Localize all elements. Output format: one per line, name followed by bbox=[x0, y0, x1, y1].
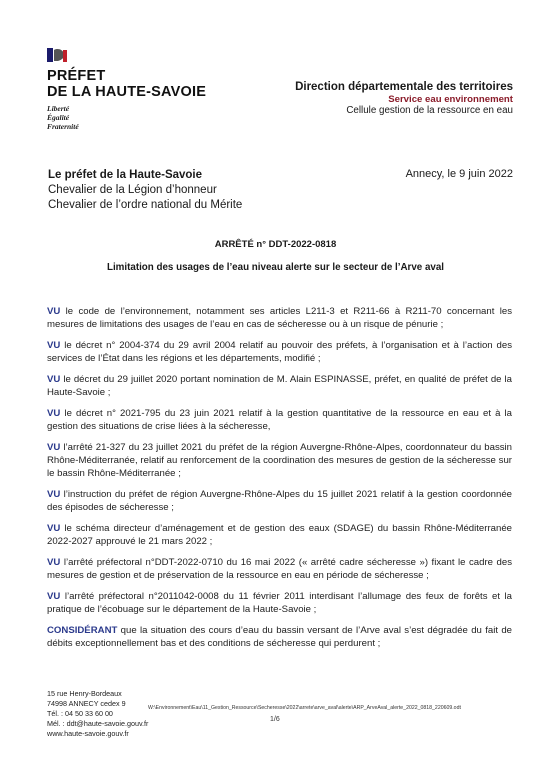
service-name: Service eau environnement bbox=[388, 93, 513, 105]
visa-keyword: VU bbox=[47, 442, 61, 453]
direction-name: Direction départementale des territoires bbox=[295, 81, 513, 93]
footer-website: www.haute-savoie.gouv.fr bbox=[47, 729, 129, 738]
arrete-number: ARRÊTÉ n° DDT-2022-0818 bbox=[214, 239, 337, 250]
signatory-honor-1: Chevalier de la Légion d’honneur bbox=[48, 184, 217, 196]
marianne-logo-icon bbox=[47, 48, 67, 62]
prefet-title bbox=[47, 68, 206, 100]
visa-text: l’arrêté 21-327 du 23 juillet 2021 du préfet de la région Auvergne-Rhône-Alpes, coordonnateur du bassin Rhône-Méditerranée, relatif au renforcement de la coordination des mesures de gestion de la sécheresse sur le bassin Rhône-Méditerranée ; bbox=[47, 442, 512, 479]
footer-tel: Tél. : 04 50 33 60 00 bbox=[47, 709, 113, 718]
visa-paragraph bbox=[47, 522, 512, 548]
visa-paragraph bbox=[47, 373, 512, 399]
considering-paragraph bbox=[47, 624, 512, 650]
signatory-block bbox=[48, 168, 242, 213]
visa-keyword: VU bbox=[47, 489, 61, 500]
signatory-honor-2: Chevalier de l’ordre national du Mérite bbox=[48, 199, 243, 211]
visa-text: le décret n° 2004-374 du 29 avril 2004 relatif au pouvoir des préfets, à l’organisation et à l’action des services de l’État dans les régions et les départements, modifié ; bbox=[47, 340, 512, 364]
motto-fraternite: Fraternité bbox=[47, 122, 79, 131]
footer-email: Mél. : ddt@haute-savoie.gouv.fr bbox=[47, 719, 149, 728]
motto-liberte: Liberté bbox=[47, 104, 70, 113]
visa-paragraph bbox=[47, 305, 512, 331]
visa-keyword: VU bbox=[47, 591, 61, 602]
prefet-line-1: PRÉFET bbox=[47, 68, 106, 84]
visa-keyword: VU bbox=[47, 523, 61, 534]
visa-paragraph bbox=[47, 339, 512, 365]
visa-text: l’arrêté préfectoral n°2011042-0008 du 11 février 2011 interdisant l’allumage des feux de forêts et la pratique de l’écobuage sur le département de la Haute-Savoie ; bbox=[47, 591, 512, 615]
visa-text: le schéma directeur d’aménagement et de gestion des eaux (SDAGE) du bassin Rhône-Méditerranée 2022-2027 approuvé le 21 mars 2022 ; bbox=[47, 523, 512, 547]
visa-paragraph bbox=[47, 407, 512, 433]
file-path: W:\Environnement\Eau\11_Gestion_Ressource\Secheresse\2022\arrete\arve_aval\alerte\ARP_ArveAval_alerte_2022_0818_220609.odt bbox=[148, 705, 461, 711]
visa-text: l’arrêté préfectoral n°DDT-2022-0710 du 16 mai 2022 (« arrêté cadre sécheresse ») fixant le cadre des mesures de gestion et de préservation de la ressource en eau en période de sécheresse ; bbox=[47, 557, 512, 581]
visa-text: l’instruction du préfet de région Auvergne-Rhône-Alpes du 15 juillet 2021 relatif à la gestion coordonnée des épisodes de sécheresse ; bbox=[47, 489, 512, 513]
place-and-date: Annecy, le 9 juin 2022 bbox=[405, 168, 513, 180]
issuing-department bbox=[295, 82, 513, 117]
footer-address-1: 15 rue Henry-Bordeaux bbox=[47, 689, 122, 698]
visa-keyword: VU bbox=[47, 340, 61, 351]
visa-paragraph bbox=[47, 441, 512, 480]
visa-paragraph bbox=[47, 556, 512, 582]
visa-text: le décret n° 2021-795 du 23 juin 2021 relatif à la gestion quantitative de la ressource en eau et à la gestion des situations de crise liées à la sécheresse, bbox=[47, 408, 512, 432]
visa-text: le code de l’environnement, notamment ses articles L211-3 et R211-66 à R211-70 concernant les mesures de limitations des usages de l’eau en cas de sécheresse ou à un risque de pénurie ; bbox=[47, 306, 512, 330]
arrete-title: Limitation des usages de l’eau niveau alerte sur le secteur de l’Arve aval bbox=[106, 262, 445, 273]
visa-paragraph bbox=[47, 488, 512, 514]
prefet-line-2: DE LA HAUTE-SAVOIE bbox=[47, 84, 207, 100]
considering-text: que la situation des cours d’eau du bassin versant de l’Arve aval s’est dégradée du fait de débits exceptionnellement bas et des conditions de sécheresse qui perdurent ; bbox=[47, 625, 512, 649]
footer-contact bbox=[47, 689, 148, 739]
cellule-name: Cellule gestion de la ressource en eau bbox=[346, 105, 513, 116]
footer-address-2: 74998 ANNECY cedex 9 bbox=[47, 699, 126, 708]
visa-keyword: VU bbox=[47, 408, 61, 419]
motto-egalite: Égalité bbox=[47, 113, 70, 122]
visa-keyword: VU bbox=[47, 557, 61, 568]
considering-keyword: CONSIDÉRANT bbox=[47, 625, 118, 636]
visa-keyword: VU bbox=[47, 306, 61, 317]
visa-paragraph bbox=[47, 590, 512, 616]
visa-text: le décret du 29 juillet 2020 portant nomination de M. Alain ESPINASSE, préfet, en qualité de préfet de la Haute-Savoie ; bbox=[47, 374, 512, 398]
signatory-title: Le préfet de la Haute-Savoie bbox=[48, 169, 203, 181]
republic-motto bbox=[47, 104, 79, 131]
page-number: 1/6 bbox=[270, 716, 280, 723]
visa-keyword: VU bbox=[47, 374, 61, 385]
